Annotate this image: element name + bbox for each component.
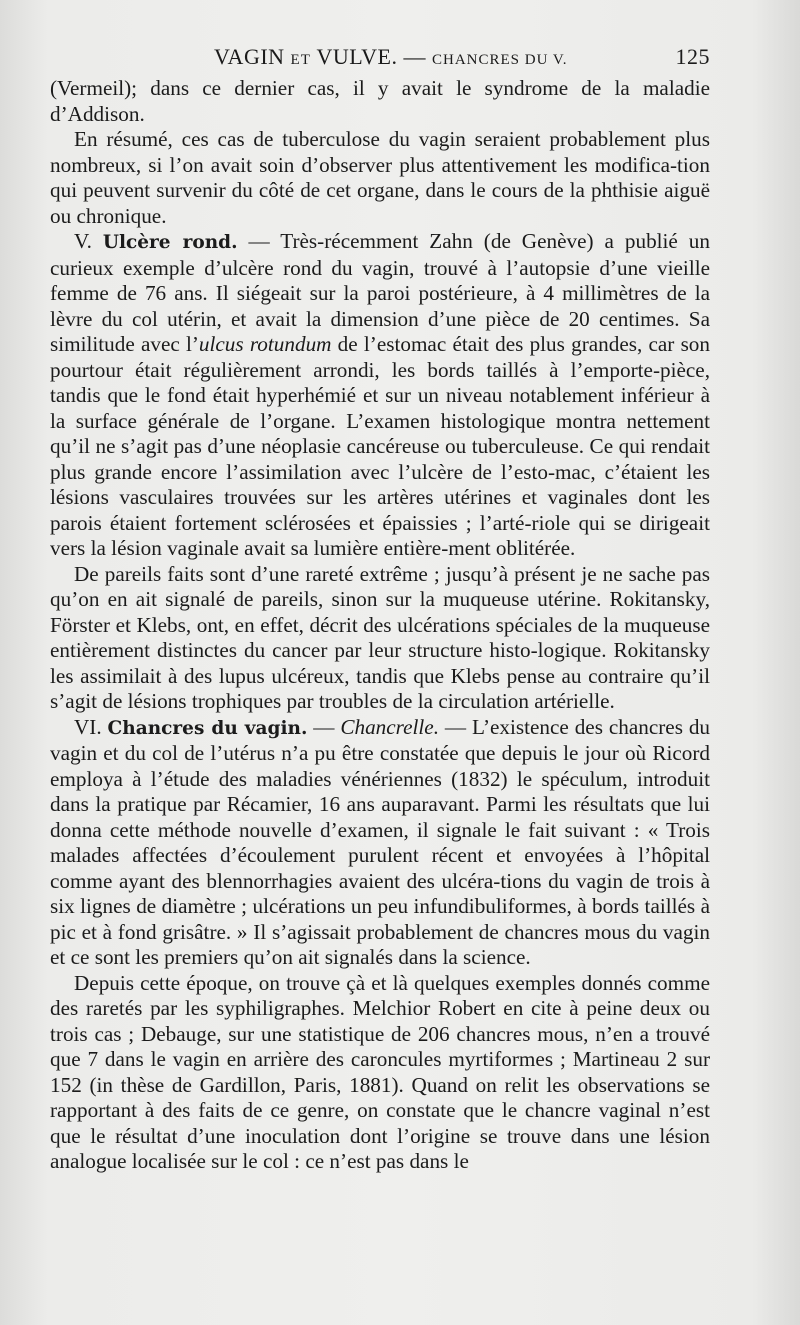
section-title: CHANCRES DU V. — [432, 52, 568, 68]
dash: — — [307, 714, 341, 739]
paragraph-1: (Vermeil); dans ce dernier cas, il y avait le syndrome de la maladie d’Addison. — [50, 76, 710, 126]
page-number: 125 — [675, 44, 710, 69]
paragraph-text: — Très-récemment Zahn (de Genève) a publié un curieux exemple d’ulcère rond du vagin, trouvé à l’autopsie d’une vieille femme de 76 ans. Il siégeait sur la paroi postérieure, à 4 millimètres de la lèvre du col utérin, et avait la dimension d’une pièce de 20 centimes. Sa similitude avec l’ — [50, 229, 710, 356]
paragraph-text: — L’existence des chancres du vagin et du col de l’utérus n’a pu être constatée que depuis le jour où Ricord employa à l’étude des maladies vénériennes (1832) le spéculum, introduit dans la pratique par Récamier, 16 ans auparavant. Parmi les résultats que lui donna cette méthode nouvelle d’examen, il signale le fait suivant : « Trois malades affectées d’écoulement purulent récent et envoyées à l’hôpital comme ayant des blennorrhagies avaient des ulcéra-tions du vagin de trois à six lignes de diamètre ; ulcérations un peu infundibuliformes, à bords taillés à pic et à fond grisâtre. » Il s’agissait probablement de chancres mous du vagin et ce sont les premiers qu’on ait signalés dans la science. — [50, 714, 711, 969]
running-header — [50, 44, 710, 74]
paragraph-text: de l’estomac était des plus grandes, car son pourtour était régulièrement arrondi, les bords taillés à l’emporte-pièce, tandis que le fond était hyperhémié et sur un niveau notablement inférieur à la surface générale de l’organe. L’examen histologique montra nettement qu’il ne s’agit pas d’une néoplasie cancéreuse ou tuberculeuse. Ce qui rendait plus grande encore l’assimilation avec l’ulcère de l’esto-mac, c’étaient les lésions vasculaires trouvées sur les artères utérines et vaginales dont les parois étaient fortement sclérosées et épaissies ; l’arté-riole qui se dirigeait vers la lésion vaginale avait sa lumière entière-ment oblitérée. — [50, 332, 710, 560]
paragraph-ulcere-rond — [50, 229, 710, 562]
section-heading: Ulcère rond. — [102, 232, 238, 253]
section-number: VI. — [74, 714, 108, 739]
title-et: ET — [290, 52, 311, 68]
running-title — [214, 44, 568, 70]
italic-subheading: Chancrelle. — [340, 714, 439, 739]
paragraph-6: Depuis cette époque, on trouve çà et là quelques exemples donnés comme des raretés par les syphiligraphes. Melchior Robert en cite à peine deux ou trois cas ; Debauge, sur une statistique de 206 chancres mous, n’en a trouvé que 7 dans le vagin en arrière des caroncules myrtiformes ; Martineau 2 sur 152 (in thèse de Gardillon, Paris, 1881). Quand on relit les observations se rapportant à des faits de ce genre, on constate que le chancre vaginal n’est que le résultat d’une inoculation dont l’origine se trouve dans une lésion analogue localisée sur le col : ce n’est pas dans le — [50, 970, 710, 1173]
paragraph-2: En résumé, ces cas de tuberculose du vagin seraient probablement plus nombreux, si l’on avait soin d’observer plus attentivement les modifica-tion qui peuvent survenir du côté de cet organe, dans le cours de la phthisie aiguë ou chronique. — [50, 127, 710, 228]
paragraph-chancres — [50, 715, 710, 971]
title-vagin: VAGIN — [214, 44, 291, 69]
section-heading: Chancres du vagin. — [107, 717, 308, 739]
title-vulve: VULVE. — — [310, 44, 432, 69]
italic-term: ulcus rotundum — [198, 332, 332, 356]
paragraph-4: De pareils faits sont d’une rareté extrême ; jusqu’à présent je ne sache pas qu’on en ait signalé de pareils, sinon sur la muqueuse utérine. Rokitansky, Förster et Klebs, ont, en effet, décrit des ulcérations spéciales de la muqueuse entièrement distinctes du cancer par leur structure histo-logique. Rokitansky les assimilait à des lupus ulcéreux, tandis que Klebs pense au contraire qu’il s’agit de lésions trophiques par troubles de la circulation artérielle. — [50, 561, 710, 713]
body-text — [50, 76, 710, 1175]
section-number: V. — [74, 229, 103, 253]
